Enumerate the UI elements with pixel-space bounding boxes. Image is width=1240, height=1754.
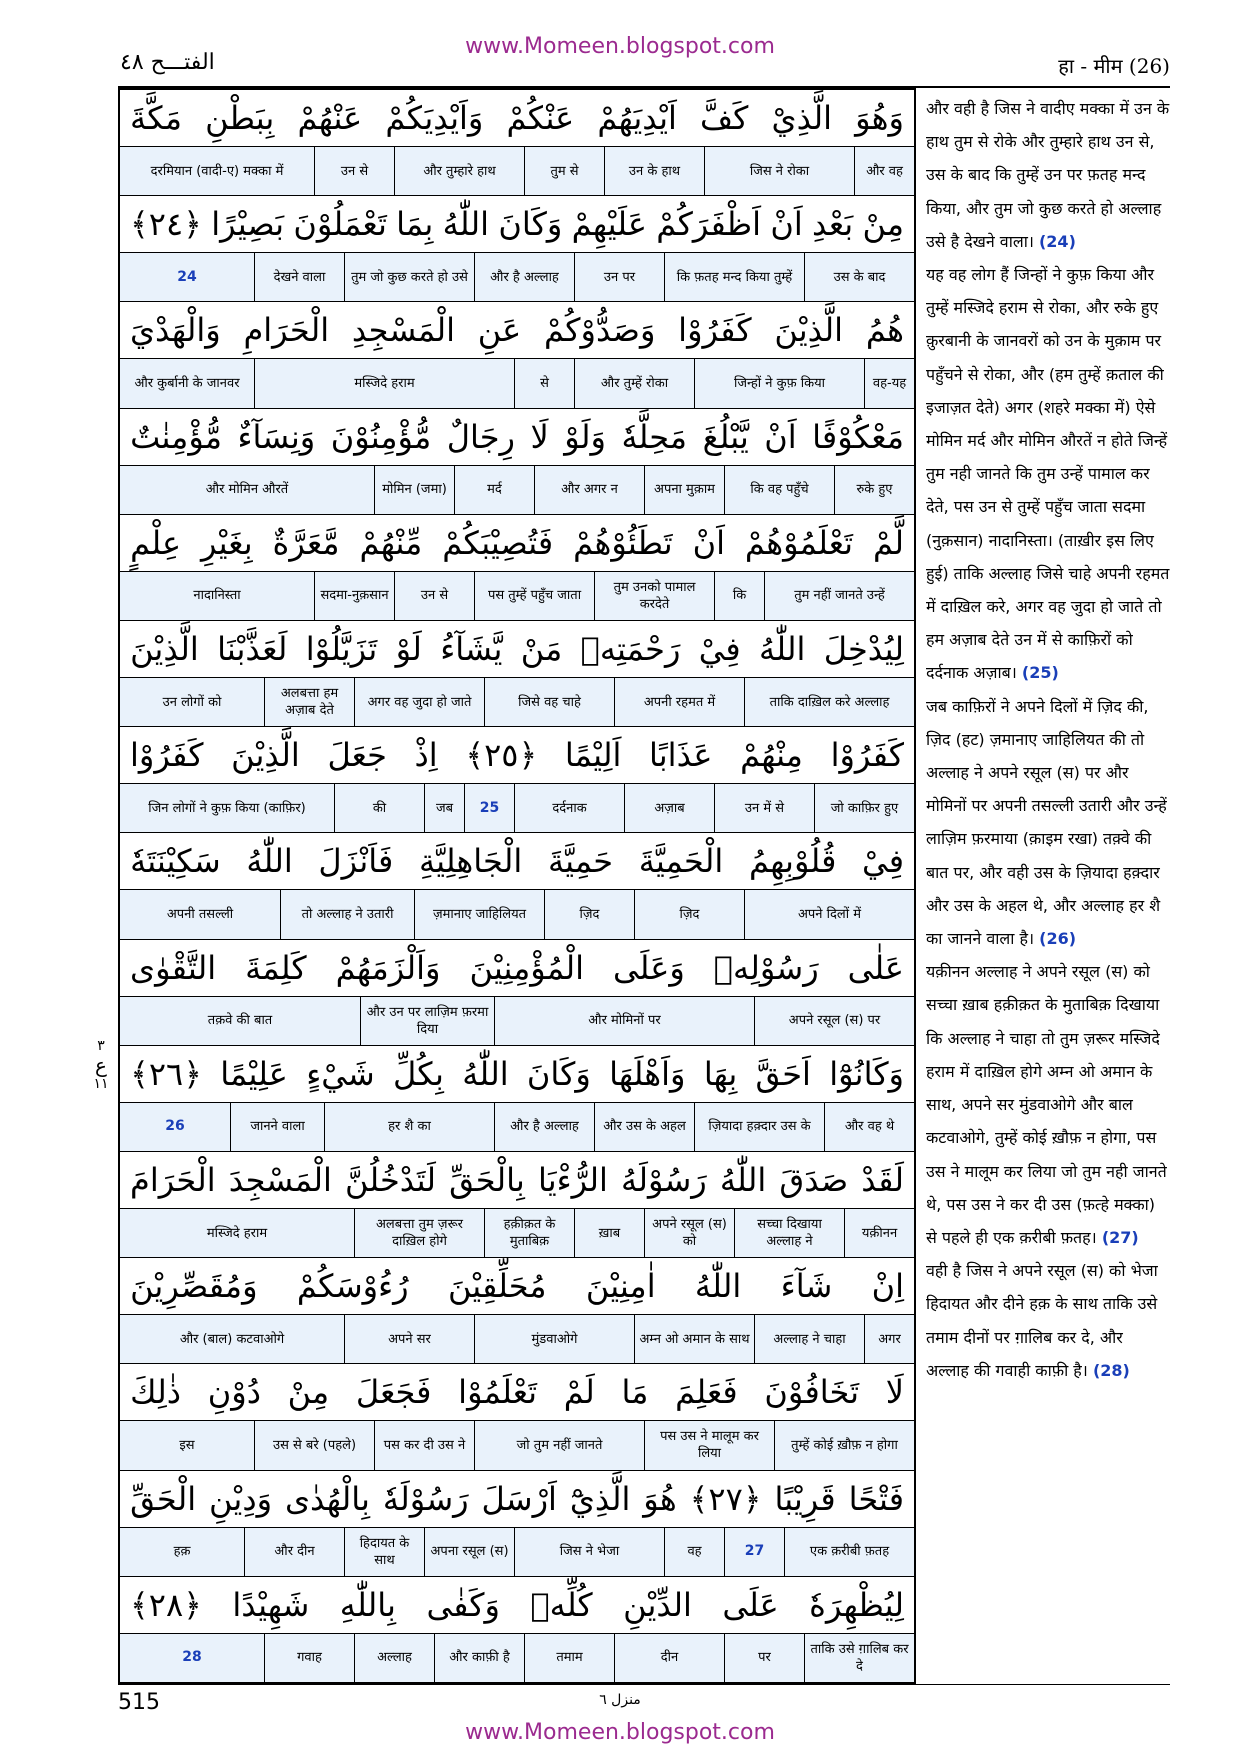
word-meaning-cell: तुम से: [524, 147, 604, 195]
arabic-word: بَعْدِ: [812, 205, 854, 244]
arabic-word: كَفَّ: [700, 99, 749, 137]
arabic-word: بِمَا: [396, 205, 434, 244]
verse-number: (26): [1039, 929, 1077, 949]
arabic-word: الَّذِيْنَ: [774, 311, 844, 350]
header-url[interactable]: www.Momeen.blogspot.com: [465, 34, 775, 59]
ruku-bottom: ١١: [93, 1076, 109, 1092]
arabic-word: مَحِلَّهٗ: [621, 417, 688, 456]
word-meaning-cell: मुंडवाओगे: [474, 1315, 634, 1363]
word-meaning-cell: जिन्हों ने कुफ़ किया: [694, 359, 864, 407]
word-meaning-cell: अपने रसूल (स) को: [644, 1209, 734, 1257]
word-meaning-cell: देखने वाला: [254, 253, 344, 301]
arabic-word: عَنْهُمْ: [297, 99, 363, 137]
arabic-word: التَّقْوٰى: [130, 948, 217, 987]
word-meaning-cell: हक़: [173, 1544, 191, 1560]
word-meaning-cell: नादानिस्ता: [193, 588, 241, 604]
word-translation-row: [120, 889, 914, 939]
arabic-word: اَيْدِيَهُمْ: [597, 99, 677, 137]
word-meaning-cell: सदमा-नुक़सान: [314, 572, 394, 620]
translation-text: यह वह लोग हैं जिन्हों ने कुफ़ किया और तुम्हें मस्जिदे हराम से रोका, और रुके हुए क़ुरबानी के जानवरों को उन के मुक़ाम पर पहुँचने से रोका, और (हम तुम्हें क़ताल की इजाज़त देते) अगर (शहरे मक्का में) ऐसे मोमिन मर्द और मोमिन औरतें न होते जिन्हें तुम नही जानते कि तुम उन्हें पामाल कर देते, पस उन से तुम्हें पहुँच जाता सदमा (नुक़सान) नादानिस्ता। (ताख़ीर इस लिए हुई) ताकि अल्लाह जिसे चाहे अपनी रहमत में दाख़िल करे, अगर वह जुदा हो जाते तो हम अज़ाब देते उन में से काफ़िरों को दर्दनाक अज़ाब।: [926, 265, 1170, 683]
arabic-verse-line: [120, 1471, 914, 1527]
arabic-word: مِنْ: [862, 205, 904, 244]
arabic-word: الْجَاهِلِيَّةِ: [418, 842, 523, 881]
word-meaning-cell: उन से: [314, 147, 394, 195]
word-meaning-cell: और मोमिनों पर: [494, 997, 754, 1045]
arabic-word: تَعْلَمُوْهُمْ: [744, 523, 854, 562]
translation-text: जब काफ़िरों ने अपने दिलों में ज़िद की, ज़िद (हट) ज़मानाए जाहिलियत की तो अल्लाह ने अपने रसूल (स) पर और मोमिनों पर अपनी तसल्ली उतारी और उन्हें लाज़िम फ़रमाया (क़ाइम रखा) तक़्वे की बात पर, और वही उस के ज़ियादा हक़्दार और उस के अहल थे, और अल्लाह हर शै का जानने वाला है।: [926, 696, 1167, 949]
verse-number-cell: 25: [464, 784, 514, 832]
arabic-word: ﴿٢٦﴾: [130, 1054, 202, 1093]
arabic-word: الْحَرَامِ: [243, 311, 330, 350]
ruku-marker: [88, 1038, 114, 1092]
arabic-word: اِذْ: [414, 736, 438, 775]
word-meaning-cell: दीन: [614, 1634, 724, 1682]
arabic-word: تَعْمَلُوْنَ: [293, 205, 387, 244]
word-meaning-cell: अपने सर: [344, 1315, 474, 1363]
word-meaning-cell: से: [514, 359, 574, 407]
word-meaning-cell: और वह थे: [824, 1103, 914, 1151]
arabic-word: وَعَلَى: [612, 948, 685, 987]
word-meaning-cell: अगर वह जुदा हो जाते: [354, 678, 484, 726]
arabic-word: سَكِيْنَتَهٗ: [130, 842, 221, 881]
arabic-word: مَكَّةَ: [130, 99, 183, 137]
arabic-word: بِالْحَقِّ: [449, 1161, 525, 1199]
word-meaning-cell: और दीन: [244, 1528, 344, 1576]
arabic-word: فَتْحًا: [848, 1479, 904, 1518]
arabic-word: مِنْ: [287, 1373, 330, 1412]
arabic-verse-line: [120, 940, 914, 996]
word-meaning-cell: सच्चा दिखाया अल्लाह ने: [734, 1209, 844, 1257]
word-translation-row: [120, 996, 914, 1046]
word-meaning-cell: और है अल्लाह: [474, 253, 574, 301]
arabic-word: مِّنْهُمْ: [359, 523, 423, 562]
word-meaning-cell: दर्दनाक: [514, 784, 624, 832]
word-meaning-cell: इस: [179, 1437, 195, 1453]
translation-text: और वही है जिस ने वादीए मक्का में उन के हाथ तुम से रोके और तुम्हारे हाथ उन से, उस के बाद कि तुम्हें उन पर फ़तह मन्द किया, और तुम जो कुछ करते हो अल्लाह उसे है देखने वाला।: [926, 99, 1170, 251]
arabic-word: بِغَيْرِ: [200, 523, 253, 562]
word-meaning-cell: कि वह पहुँचे: [724, 466, 834, 514]
arabic-verse-line: [120, 302, 914, 358]
arabic-word: مِنْهُمْ: [740, 736, 803, 775]
arabic-word: قَرِيْبًا: [774, 1479, 836, 1518]
word-meaning-cell: और कुर्बानी के जानवर: [134, 375, 240, 391]
arabic-word: وَلَوْ: [564, 417, 606, 456]
arabic-word: الْمَسْجِدِ: [351, 311, 456, 350]
word-meaning-cell: अपने रसूल (स) पर: [754, 997, 914, 1045]
word-meaning-cell: जानने वाला: [230, 1103, 324, 1151]
arabic-word: رِجَالٌ: [446, 417, 515, 456]
arabic-word: حَمِيَّةَ: [547, 842, 614, 881]
arabic-word: مُّؤْمِنُوْنَ: [330, 417, 432, 456]
arabic-word: بِاللّٰهِ: [339, 1585, 396, 1624]
word-translation-row: [120, 146, 914, 196]
arabic-word: رَسُوْلَهُ: [621, 1161, 707, 1199]
arabic-word: كَفَرُوْا: [830, 736, 904, 775]
word-translation-row: [120, 252, 914, 302]
arabic-word: اللّٰهُ: [246, 842, 293, 881]
arabic-word: مَنْ: [520, 630, 563, 668]
arabic-word: مَعْكُوْفًا: [812, 417, 904, 456]
word-meaning-cell: हिदायत के साथ: [344, 1528, 424, 1576]
word-translation-row: [120, 1420, 914, 1470]
arabic-word: بِهَا: [703, 1054, 738, 1093]
word-meaning-cell: अम्न ओ अमान के साथ: [634, 1315, 754, 1363]
word-meaning-cell: ख़ाब: [574, 1209, 644, 1257]
arabic-word: يَّبْلُغَ: [702, 417, 749, 456]
word-meaning-cell: अपने दिलों में: [744, 890, 914, 938]
arabic-verse-line: [120, 1577, 914, 1633]
surah-title: الفتـــح ٤٨: [120, 50, 215, 75]
word-meaning-cell: वह-यह: [864, 359, 914, 407]
word-meaning-cell: मस्जिदे हराम: [254, 359, 514, 407]
arabic-word: ﴿٢٨﴾: [130, 1585, 202, 1624]
word-meaning-cell: कि: [714, 572, 764, 620]
arabic-word: عَذَابًا: [649, 736, 713, 775]
word-meaning-cell: और तुम्हारे हाथ: [394, 147, 524, 195]
word-meaning-cell: जो काफ़िर हुए: [814, 784, 914, 832]
arabic-word: بَصِيْرًا: [211, 205, 285, 244]
word-meaning-cell: अपना मुक़ाम: [644, 466, 724, 514]
word-meaning-cell: हक़ीक़त के मुताबिक़: [484, 1209, 574, 1257]
arabic-word: رَحْمَتِهٖ: [580, 630, 681, 668]
arabic-word: فَتُصِيْبَكُمْ: [442, 523, 554, 562]
verse-number-cell: 26: [165, 1118, 185, 1135]
arabic-word: قُلُوْبِهِمُ: [748, 842, 837, 881]
word-translation-row: [120, 1314, 914, 1364]
arabic-verse-line: [120, 833, 914, 889]
arabic-word: الْحَمِيَّةَ: [638, 842, 724, 881]
ruku-mid: ع: [95, 1053, 107, 1077]
arabic-word: وَنِسَآءٌ: [237, 417, 316, 456]
arabic-word: ﴿٢٤﴾: [130, 205, 202, 244]
word-meaning-cell: और वह: [854, 147, 914, 195]
arabic-word: لَوْ: [395, 630, 422, 668]
page-number: 515: [118, 1690, 160, 1715]
translation-paragraph: [926, 92, 1170, 258]
word-meaning-cell: ताकि दाख़िल करे अल्लाह: [744, 678, 914, 726]
word-meaning-cell: उन लोगों को: [162, 694, 222, 710]
word-meaning-cell: और (बाल) कटवाओगे: [179, 1331, 285, 1347]
arabic-word: دُوْنِ: [207, 1373, 261, 1412]
word-meaning-cell: अपनी रहमत में: [614, 678, 744, 726]
word-meaning-cell: पस तुम्हें पहुँच जाता: [474, 572, 594, 620]
arabic-word: وَدِيْنِ: [209, 1479, 273, 1518]
word-meaning-cell: मर्द: [454, 466, 534, 514]
arabic-word: الَّذِيْ: [771, 99, 832, 137]
arabic-verse-line: [120, 621, 914, 677]
arabic-word: وَكَانَ: [526, 1054, 591, 1093]
word-meaning-cell: और उस के अहल: [594, 1103, 694, 1151]
word-meaning-cell: उस के बाद: [804, 253, 914, 301]
arabic-word: الْمُؤْمِنِيْنَ: [469, 948, 584, 987]
arabic-word: وَهُوَ: [855, 99, 904, 137]
arabic-verse-line: [120, 1046, 914, 1102]
word-meaning-cell: ताकि उसे ग़ालिब कर दे: [804, 1634, 914, 1682]
arabic-word: عَنِ: [477, 311, 522, 350]
arabic-word: مُّؤْمِنٰتٌ: [130, 417, 222, 456]
word-meaning-cell: तमाम: [524, 1634, 614, 1682]
arabic-word: لَا: [530, 417, 549, 456]
word-translation-row: [120, 677, 914, 727]
translation-column: [926, 92, 1170, 1387]
word-meaning-cell: जिस ने भेजा: [514, 1528, 664, 1576]
word-meaning-cell: तो अल्लाह ने उतारी: [280, 890, 414, 938]
arabic-verse-line: [120, 90, 914, 146]
word-meaning-cell: गवाह: [264, 1634, 354, 1682]
arabic-word: عَلِيْمًا: [220, 1054, 288, 1093]
arabic-word: لَّمْ: [872, 523, 904, 562]
arabic-word: تَزَيَّلُوْا: [305, 630, 378, 668]
arabic-word: اللّٰهُ: [719, 1161, 767, 1199]
word-meaning-cell: अपना रसूल (स): [424, 1528, 514, 1576]
footer-rule: [118, 1684, 1170, 1685]
word-meaning-cell: और उन पर लाज़िम फ़रमा दिया: [360, 997, 494, 1045]
arabic-word: رُءُوْسَكُمْ: [296, 1267, 409, 1306]
arabic-word: الْحَرَامَ: [130, 1161, 216, 1199]
arabic-word: مَّعَرَّةٌ: [272, 523, 340, 562]
word-meaning-cell: पस उस ने मालूम कर लिया: [644, 1421, 774, 1469]
arabic-word: وَمُقَصِّرِيْنَ: [130, 1267, 258, 1306]
arabic-word: يَّشَآءُ: [440, 630, 503, 668]
arabic-word: ﴿٢٥﴾: [465, 736, 538, 775]
word-translation-row: [120, 1102, 914, 1152]
arabic-word: وَكَانَ: [498, 205, 563, 244]
arabic-word: تَعْلَمُوْا: [458, 1373, 538, 1412]
arabic-word: الْحَقِّ: [130, 1479, 197, 1518]
word-meaning-cell: तक़वे की बात: [207, 1013, 273, 1029]
juz-title: हा - मीम (26): [1058, 54, 1170, 78]
word-meaning-cell: तुम जो कुछ करते हो उसे: [344, 253, 474, 301]
arabic-word: الرُّءْيَا: [537, 1161, 608, 1199]
word-meaning-cell: जब: [424, 784, 464, 832]
word-meaning-cell: तुम नहीं जानते उन्हें: [764, 572, 914, 620]
arabic-word: تَطَئُوْهُمْ: [573, 523, 673, 562]
arabic-word: وَاَيْدِيَكُمْ: [385, 99, 484, 137]
word-meaning-cell: और मोमिन औरतें: [205, 482, 289, 498]
word-meaning-cell: उन के हाथ: [604, 147, 704, 195]
arabic-word: الْمَسْجِدَ: [228, 1161, 332, 1199]
arabic-word: بِبَطْنِ: [205, 99, 275, 137]
verse-number: (24): [1038, 231, 1076, 251]
word-meaning-cell: कि फ़तह मन्द किया तुम्हें: [664, 253, 804, 301]
arabic-word: تَخَافُوْنَ: [764, 1373, 860, 1412]
arabic-word: وَالْهَدْيَ: [130, 311, 221, 350]
word-meaning-cell: और काफ़ी है: [434, 1634, 524, 1682]
arabic-word: اَرْسَلَ: [481, 1479, 557, 1518]
verse-number-cell: 27: [724, 1528, 784, 1576]
arabic-word: لَا: [885, 1373, 904, 1412]
arabic-word: شَآءَ: [780, 1267, 833, 1306]
arabic-word: اللّٰهُ: [694, 1267, 742, 1306]
arabic-word: لِيُدْخِلَ: [823, 630, 904, 668]
translation-paragraph: [926, 690, 1170, 956]
arabic-word: اللّٰهُ: [462, 1054, 509, 1093]
arabic-word: ﴿٢٧﴾: [689, 1479, 762, 1518]
arabic-word: فِيْ: [698, 630, 741, 668]
translation-paragraph: [926, 955, 1170, 1254]
word-meaning-cell: पर: [724, 1634, 804, 1682]
arabic-word: وَكَفٰى: [426, 1585, 500, 1624]
arabic-word: اَحَقَّ: [755, 1054, 811, 1093]
arabic-word: فِيْ: [862, 842, 904, 881]
arabic-verse-line: [120, 196, 914, 252]
word-meaning-cell: दरमियान (वादी-ए) मक्का में: [150, 163, 284, 179]
word-meaning-cell: ज़िद: [634, 890, 744, 938]
word-meaning-cell: अगर: [864, 1315, 914, 1363]
arabic-word: كَلِمَةَ: [245, 948, 307, 987]
arabic-word: بِكُلِّ: [393, 1054, 444, 1093]
arabic-word: لَمْ: [563, 1373, 595, 1412]
arabic-word: فَاَنْزَلَ: [318, 842, 394, 881]
arabic-verse-line: [120, 727, 914, 783]
arabic-word: ذٰلِكَ: [130, 1373, 182, 1412]
arabic-word: صَدَقَ: [779, 1161, 849, 1199]
word-translation-row: [120, 1527, 914, 1577]
arabic-word: كَفَرُوْا: [130, 736, 204, 775]
arabic-word: اَظْفَرَكُمْ: [656, 205, 762, 244]
word-meaning-cell: जिसे वह चाहे: [484, 678, 614, 726]
word-translation-row: [120, 571, 914, 621]
arabic-verse-line: [120, 1258, 914, 1314]
word-meaning-cell: जिस ने रोका: [704, 147, 854, 195]
arabic-word: فَعَلِمَ: [675, 1373, 738, 1412]
word-meaning-cell: ज़िद: [544, 890, 634, 938]
arabic-word: لَتَدْخُلُنَّ: [345, 1161, 436, 1199]
word-meaning-cell: उन में से: [714, 784, 814, 832]
arabic-word: شَهِيْدًا: [232, 1585, 310, 1624]
word-meaning-cell: ज़मानाए जाहिलियत: [414, 890, 544, 938]
word-meaning-cell: उन से: [394, 572, 474, 620]
arabic-word: عِلْمٍ: [130, 523, 182, 562]
arabic-verse-line: [120, 1152, 914, 1208]
arabic-word: اَنْ: [770, 205, 803, 244]
arabic-word: رَسُوْلِهٖ: [713, 948, 819, 987]
word-meaning-cell: हर शै का: [324, 1103, 494, 1151]
arabic-word: اللّٰهُ: [759, 630, 806, 668]
arabic-word: وَصَدُّوْكُمْ: [544, 311, 656, 350]
translation-text: वही है जिस ने अपने रसूल (स) को भेजा हिदायत और दीने हक़ के साथ ताकि उसे तमाम दीनों पर ग़ालिब कर दे, और अल्लाह की गवाही काफ़ी है।: [926, 1261, 1158, 1380]
verse-number: (25): [1021, 663, 1059, 683]
word-meaning-cell: ज़ियादा हक़्दार उस के: [694, 1103, 824, 1151]
arabic-word: لَقَدْ: [861, 1161, 904, 1199]
word-meaning-cell: रुके हुए: [834, 466, 914, 514]
verse-number-cell: 28: [182, 1649, 202, 1666]
word-meaning-cell: वह: [664, 1528, 724, 1576]
word-meaning-cell: एक क़रीबी फ़तह: [784, 1528, 914, 1576]
arabic-word: عَلَيْهِمْ: [571, 205, 647, 244]
word-meaning-cell: और तुम्हें रोका: [574, 359, 694, 407]
verse-number: (27): [1101, 1227, 1139, 1247]
arabic-word: عَلٰى: [847, 948, 904, 987]
arabic-word: هُوَ: [643, 1479, 677, 1518]
word-translation-row: [120, 783, 914, 833]
arabic-word: كَفَرُوْا: [678, 311, 752, 350]
word-meaning-cell: अज़ाब: [624, 784, 714, 832]
word-meaning-cell: मस्जिदे हराम: [206, 1225, 268, 1241]
word-meaning-cell: और है अल्लाह: [494, 1103, 594, 1151]
arabic-word: وَكَانُوْٓا: [829, 1054, 904, 1093]
arabic-word: فَجَعَلَ: [355, 1373, 432, 1412]
arabic-verse-line: [120, 1364, 914, 1420]
arabic-word: اَلِيْمًا: [564, 736, 622, 775]
arabic-word: هُمُ: [865, 311, 904, 350]
arabic-word: جَعَلَ: [327, 736, 387, 775]
word-translation-row: [120, 358, 914, 408]
arabic-word: رَسُوْلَهٗ: [382, 1479, 469, 1518]
translation-paragraph: [926, 258, 1170, 690]
arabic-word: مَا: [621, 1373, 649, 1412]
verse-number: (28): [1092, 1360, 1130, 1380]
translation-text: यक़ीनन अल्लाह ने अपने रसूल (स) को सच्चा ख़ाब हक़ीक़त के मुताबिक़ दिखाया कि अल्लाह ने चाहा तो तुम ज़रूर मस्जिदे हराम में दाख़िल होगे अम्न ओ अमान के साथ, अपने सर मुंडवाओगे और बाल कटवाओगे, तुम्हें कोई ख़ौफ़ न होगा, पस उस ने मालूम कर लिया जो तुम नही जानते थे, पस उस ने कर दी उस (फ़त्हे मक्का) से पहले ही एक क़रीबी फ़तह।: [926, 962, 1167, 1247]
arabic-word: وَاَهْلَهَا: [609, 1054, 686, 1093]
ruku-top: ٣: [97, 1038, 105, 1054]
word-meaning-cell: की: [334, 784, 424, 832]
arabic-word: اِنْ: [871, 1267, 904, 1306]
arabic-word: كُلِّهٖ: [530, 1585, 593, 1624]
arabic-word: اللّٰهُ: [442, 205, 490, 244]
word-meaning-cell: अलबत्ता तुम ज़रूर दाख़िल होगे: [354, 1209, 484, 1257]
word-meaning-cell: अल्लाह ने चाहा: [754, 1315, 864, 1363]
arabic-verse-line: [120, 515, 914, 571]
word-meaning-cell: मोमिन (जमा): [374, 466, 454, 514]
word-meaning-cell: तुम उनको पामाल करदेते: [594, 572, 714, 620]
verse-number-cell: 24: [177, 268, 197, 285]
word-translation-row: [120, 1208, 914, 1258]
word-meaning-cell: उन पर: [574, 253, 664, 301]
word-meaning-cell: यक़ीनन: [844, 1209, 914, 1257]
verse-table: [118, 88, 916, 1684]
word-meaning-cell: जिन लोगों ने कुफ़ किया (काफ़िर): [148, 800, 306, 816]
arabic-word: لِيُظْهِرَهٗ: [809, 1585, 904, 1624]
word-meaning-cell: और अगर न: [534, 466, 644, 514]
translation-paragraph: [926, 1254, 1170, 1387]
arabic-word: عَلَى: [722, 1585, 779, 1624]
arabic-word: الَّذِيْنَ: [130, 630, 199, 668]
word-meaning-cell: जो तुम नहीं जानते: [474, 1421, 644, 1469]
word-translation-row: [120, 465, 914, 515]
arabic-word: الَّذِيْنَ: [231, 736, 300, 775]
arabic-word: اَنْ: [764, 417, 797, 456]
word-meaning-cell: पस कर दी उस ने: [374, 1421, 474, 1469]
word-meaning-cell: उस से बरे (पहले): [254, 1421, 374, 1469]
arabic-word: بِالْهُدٰى: [284, 1479, 370, 1518]
word-meaning-cell: अलबत्ता हम अज़ाब देते: [264, 678, 354, 726]
arabic-word: الَّذِيْٓ: [569, 1479, 631, 1518]
arabic-verse-line: [120, 409, 914, 465]
arabic-word: مُحَلِّقِيْنَ: [447, 1267, 547, 1306]
arabic-word: اَنْ: [692, 523, 725, 562]
arabic-word: وَاَلْزَمَهُمْ: [335, 948, 441, 987]
word-translation-row: [120, 1633, 914, 1683]
manzil-label: منزل ٦: [599, 1692, 641, 1708]
word-meaning-cell: तुम्हें कोई ख़ौफ़ न होगा: [774, 1421, 914, 1469]
arabic-word: اٰمِنِيْنَ: [585, 1267, 656, 1306]
arabic-word: عَنْكُمْ: [506, 99, 575, 137]
word-meaning-cell: अपनी तसल्ली: [166, 906, 234, 922]
arabic-word: شَيْءٍ: [306, 1054, 375, 1093]
footer-url[interactable]: www.Momeen.blogspot.com: [465, 1720, 775, 1745]
arabic-word: لَعَذَّبْنَا: [217, 630, 288, 668]
arabic-word: الدِّيْنِ: [623, 1585, 692, 1624]
word-meaning-cell: अल्लाह: [354, 1634, 434, 1682]
